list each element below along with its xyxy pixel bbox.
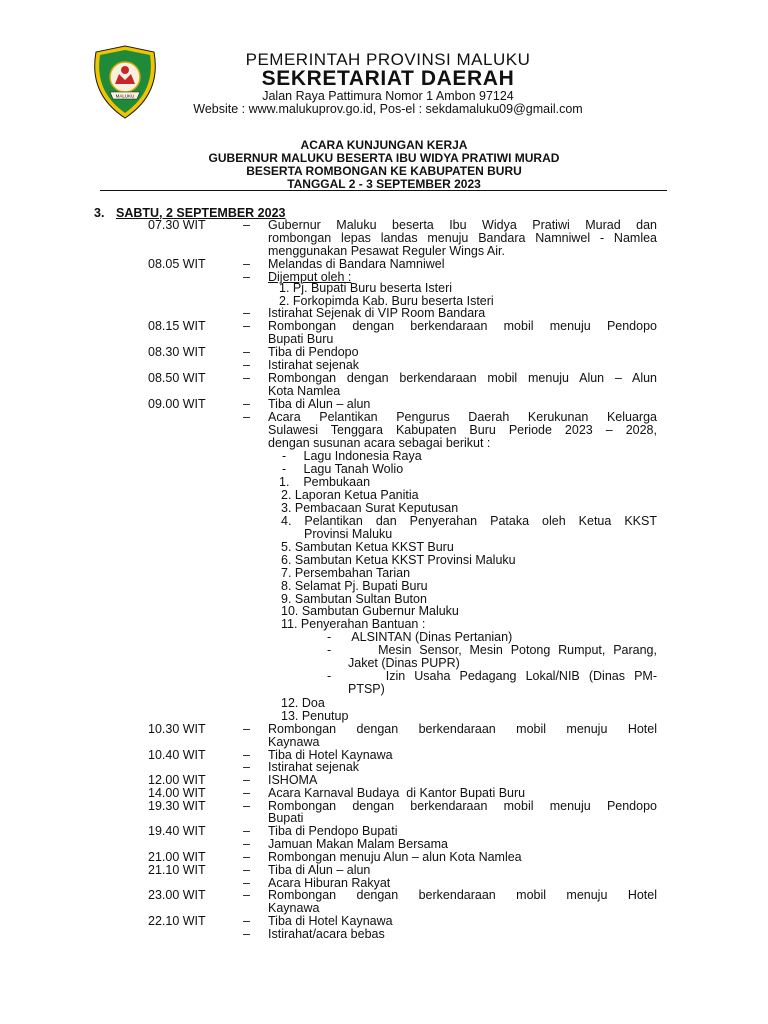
agenda-line-7: Istirahat Sejenak di VIP Room Bandara (268, 306, 486, 320)
letterhead-government: PEMERINTAH PROVINSI MALUKU (245, 50, 531, 69)
agenda-line-9: Bupati Buru (268, 332, 334, 346)
doc-title-line-1: ACARA KUNJUNGAN KERJA (300, 138, 468, 152)
agenda-line-51: Acara Hiburan Rakyat (268, 876, 391, 890)
time-14: 23.00 WIT (148, 888, 206, 902)
agenda-line-10: Tiba di Pendopo (268, 345, 359, 359)
agenda-line-11: Istirahat sejenak (268, 358, 360, 372)
agenda-line-4: Dijemput oleh : (268, 270, 352, 284)
agenda-line-46: Bupati (268, 811, 304, 825)
agenda-line-42: Istirahat sejenak (268, 760, 360, 774)
agenda-line-55: Istirahat/acara bebas (268, 927, 385, 941)
agenda-line-32: - ALSINTAN (Dinas Pertanian) (327, 630, 513, 644)
item-dash: – (243, 358, 250, 372)
time-0: 07.30 WIT (148, 218, 206, 232)
item-dash: – (243, 270, 250, 284)
title-divider (100, 190, 667, 191)
agenda-line-30: 10. Sambutan Gubernur Maluku (281, 604, 459, 618)
item-dash: – (243, 410, 250, 424)
agenda-line-22: 3. Pembacaan Surat Keputusan (281, 501, 459, 515)
item-dash: – (243, 888, 250, 902)
agenda-line-27: 7. Persembahan Tarian (281, 566, 411, 580)
agenda-line-39: Rombongan dengan berkendaraan mobil menuju Hotel (268, 722, 657, 736)
item-dash: – (243, 850, 250, 864)
agenda-line-1: rombongan lepas landas menuju Bandara Namniwel - Namlea (268, 231, 657, 245)
agenda-line-52: Rombongan dengan berkendaraan mobil menuju Hotel (268, 888, 657, 902)
agenda-line-47: Tiba di Pendopo Bupati (268, 824, 398, 838)
agenda-line-29: 9. Sambutan Sultan Buton (281, 592, 427, 606)
item-dash: – (243, 773, 250, 787)
doc-title-line-4: TANGGAL 2 - 3 SEPTEMBER 2023 (287, 177, 481, 191)
time-8: 12.00 WIT (148, 773, 206, 787)
agenda-line-41: Tiba di Hotel Kaynawa (268, 748, 393, 762)
item-dash: – (243, 837, 250, 851)
item-dash: – (243, 760, 250, 774)
agenda-line-25: 5. Sambutan Ketua KKST Buru (281, 540, 454, 554)
agenda-line-26: 6. Sambutan Ketua KKST Provinsi Maluku (281, 553, 516, 567)
time-2: 08.15 WIT (148, 319, 206, 333)
letterhead-office: SEKRETARIAT DAERAH (261, 67, 515, 90)
agenda-line-35: - Izin Usaha Pedagang Lokal/NIB (Dinas PM- (327, 669, 657, 683)
time-6: 10.30 WIT (148, 722, 206, 736)
logo-banner-text: MALUKU (115, 93, 135, 99)
item-dash: – (243, 371, 250, 385)
agenda-line-36: PTSP) (348, 682, 385, 696)
agenda-line-2: menggunakan Pesawat Reguler Wings Air. (268, 244, 505, 258)
item-dash: – (243, 397, 250, 411)
agenda-line-28: 8. Selamat Pj. Bupati Buru (281, 579, 428, 593)
agenda-line-8: Rombongan dengan berkendaraan mobil menuju Pendopo (268, 319, 657, 333)
item-dash: – (243, 257, 250, 271)
agenda-line-40: Kaynawa (268, 735, 320, 749)
agenda-line-37: 12. Doa (281, 696, 325, 710)
agenda-line-34: Jaket (Dinas PUPR) (348, 656, 460, 670)
time-1: 08.05 WIT (148, 257, 206, 271)
time-13: 21.10 WIT (148, 863, 206, 877)
item-dash: – (243, 824, 250, 838)
item-dash: – (243, 863, 250, 877)
agenda-line-53: Kaynawa (268, 901, 320, 915)
agenda-line-49: Rombongan menuju Alun – alun Kota Namlea (268, 850, 522, 864)
item-dash: – (243, 306, 250, 320)
agenda-line-21: 2. Laporan Ketua Panitia (281, 488, 419, 502)
item-dash: – (243, 722, 250, 736)
time-9: 14.00 WIT (148, 786, 206, 800)
agenda-line-14: Tiba di Alun – alun (268, 397, 371, 411)
agenda-line-23: 4. Pelantikan dan Penyerahan Pataka oleh Ketua KKST (281, 514, 657, 528)
doc-title-line-3: BESERTA ROMBONGAN KE KABUPATEN BURU (246, 164, 522, 178)
agenda-line-15: Acara Pelantikan Pengurus Daerah Kerukunan Keluarga (268, 410, 657, 424)
item-dash: – (243, 786, 250, 800)
agenda-line-5: 1. Pj. Bupati Buru beserta Isteri (279, 281, 453, 295)
agenda-line-18: - Lagu Indonesia Raya (282, 449, 422, 463)
item-dash: – (243, 218, 250, 232)
letterhead-address: Jalan Raya Pattimura Nomor 1 Ambon 97124 (262, 89, 514, 103)
agenda-line-24: Provinsi Maluku (304, 527, 393, 541)
time-12: 21.00 WIT (148, 850, 206, 864)
agenda-line-12: Rombongan dengan berkendaraan mobil menuju Alun – Alun (268, 371, 657, 385)
item-dash: – (243, 927, 250, 941)
item-dash: – (243, 319, 250, 333)
agenda-line-38: 13. Penutup (281, 709, 349, 723)
agenda-line-16: Sulawesi Tenggara Kabupaten Buru Periode 2023 – 2028, (268, 423, 657, 437)
time-4: 08.50 WIT (148, 371, 206, 385)
agenda-line-19: - Lagu Tanah Wolio (282, 462, 404, 476)
item-dash: – (243, 748, 250, 762)
agenda-line-17: dengan susunan acara sebagai berikut : (268, 436, 491, 450)
item-dash: – (243, 914, 250, 928)
time-10: 19.30 WIT (148, 799, 206, 813)
time-5: 09.00 WIT (148, 397, 206, 411)
agenda-line-54: Tiba di Hotel Kaynawa (268, 914, 393, 928)
item-dash: – (243, 345, 250, 359)
agenda-line-0: Gubernur Maluku beserta Ibu Widya Pratiwi Murad dan (268, 218, 657, 232)
agenda-line-50: Tiba di Alun – alun (268, 863, 371, 877)
time-3: 08.30 WIT (148, 345, 206, 359)
time-15: 22.10 WIT (148, 914, 206, 928)
item-dash: – (243, 799, 250, 813)
agenda-line-3: Melandas di Bandara Namniwel (268, 257, 445, 271)
agenda-line-43: ISHOMA (268, 773, 318, 787)
section-date: SABTU, 2 SEPTEMBER 2023 (116, 206, 286, 220)
agenda-line-33: - Mesin Sensor, Mesin Potong Rumput, Parang, (327, 643, 657, 657)
section-number: 3. (94, 206, 105, 220)
doc-title-line-2: GUBERNUR MALUKU BESERTA IBU WIDYA PRATIWI MURAD (208, 151, 560, 165)
agenda-line-13: Kota Namlea (268, 384, 341, 398)
agenda-line-6: 2. Forkopimda Kab. Buru beserta Isteri (279, 294, 494, 308)
agenda-line-48: Jamuan Makan Malam Bersama (268, 837, 448, 851)
time-11: 19.40 WIT (148, 824, 206, 838)
agenda-line-44: Acara Karnaval Budaya di Kantor Bupati Buru (268, 786, 526, 800)
agenda-line-20: 1. Pembukaan (279, 475, 371, 489)
maluku-emblem-logo (90, 44, 160, 120)
agenda-line-45: Rombongan dengan berkendaraan mobil menuju Pendopo (268, 799, 657, 813)
letterhead-contact: Website : www.malukuprov.go.id, Pos-el : sekdamaluku09@gmail.com (193, 102, 583, 116)
item-dash: – (243, 876, 250, 890)
agenda-line-31: 11. Penyerahan Bantuan : (281, 617, 426, 631)
time-7: 10.40 WIT (148, 748, 206, 762)
